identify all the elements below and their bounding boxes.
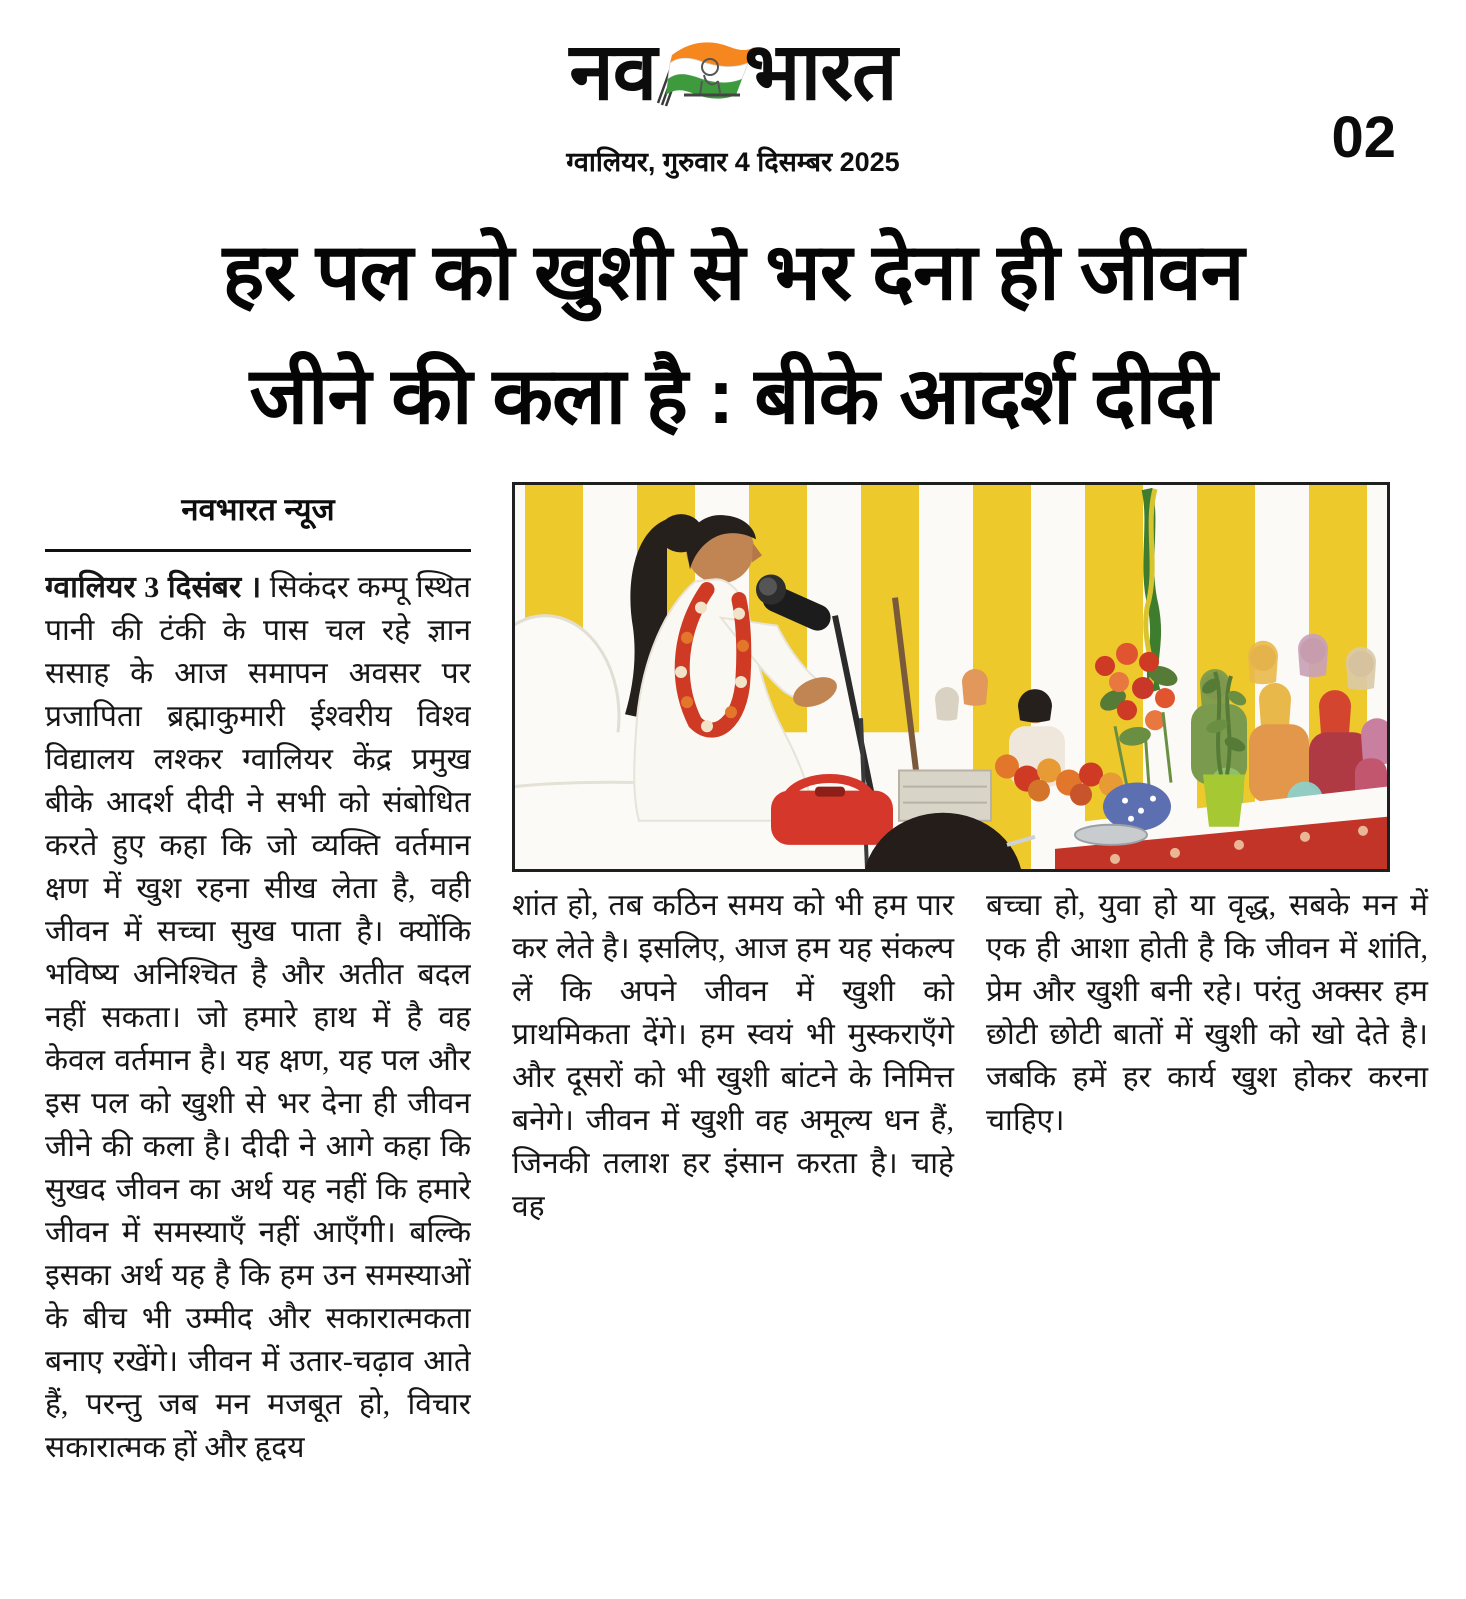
india-flag-icon <box>644 29 756 111</box>
headline-line-2: जीने की कला है : बीके आदर्श दीदी <box>249 351 1217 441</box>
column-1-text: सिकंदर कम्पू स्थित पानी की टंकी के पास चल रहे ज्ञान ससाह के आज समापन अवसर पर प्रजापिता ब्रह्माकुमारी ईश्वरीय विश्व विद्यालय लश्कर ग्वालियर केंद्र प्रमुख बीके आदर्श दीदी ने सभी को संबोधित करते हुए कहा कि जो व्यक्ति वर्तमान क्षण में खुश रहना सीख लेता है, वही जीवन में सच्चा सुख पाता है। क्योंकि भविष्य अनिश्चित है और अतीत बदल नहीं सकता। जो हमारे हाथ में है वह केवल वर्तमान है। यह क्षण, यह पल और इस पल को खुशी से भर देना ही जीवन जीने की कला है। दीदी ने आगे कहा कि सुखद जीवन का अर्थ यह नहीं कि हमारे जीवन में समस्याएँ नहीं आएँगी। बल्कि इसका अर्थ यह है कि हम उन समस्याओं के बीच भी उम्मीद और सकारात्मकता बनाए रखेंगे। जीवन में उतार-चढ़ाव आते हैं, परन्तु जब मन मजबूत हो, विचार सकारात्मक हों और हृदय <box>45 571 471 1464</box>
article-headline <box>28 210 1438 458</box>
body-column-1 <box>45 566 471 1599</box>
dateline-lead: ग्वालियर 3 दिसंबर । <box>45 571 262 604</box>
headline-line-1: हर पल को खुशी से भर देना ही जीवन <box>222 227 1244 316</box>
masthead-word-right: भारत <box>744 27 897 116</box>
body-column-3 <box>986 884 1428 1142</box>
column-3-text: बच्चा हो, युवा हो या वृद्ध, सबके मन में एक ही आशा होती है कि जीवन में शांति, प्रेम और खुशी बनी रहे। परंतु अक्सर हम छोटी छोटी बातों में खुशी को खो देते है। जबकि हमें हर कार्य खुश होकर करना चाहिए। <box>986 889 1428 1137</box>
page-number: 02 <box>1331 105 1396 170</box>
event-photo <box>512 482 1390 872</box>
masthead-word-left: नव <box>569 27 657 116</box>
byline: नवभारत न्यूज <box>181 492 335 527</box>
edition-dateline: ग्वालियर, गुरुवार 4 दिसम्बर 2025 <box>566 147 900 177</box>
column-2-text: शांत हो, तब कठिन समय को भी हम पार कर लेते है। इसलिए, आज हम यह संकल्प लें कि अपने जीवन में खुशी को प्राथमिकता देंगे। हम स्वयं भी मुस्कराएँगे और दूसरों को भी खुशी बांटने के निमित्त बनेगे। जीवन में खुशी वह अमूल्य धन हैं, जिनकी तलाश हर इंसान करता है। चाहे वह <box>512 889 954 1223</box>
byline-divider <box>45 549 471 552</box>
masthead <box>0 26 1466 118</box>
body-column-2 <box>512 884 954 1228</box>
